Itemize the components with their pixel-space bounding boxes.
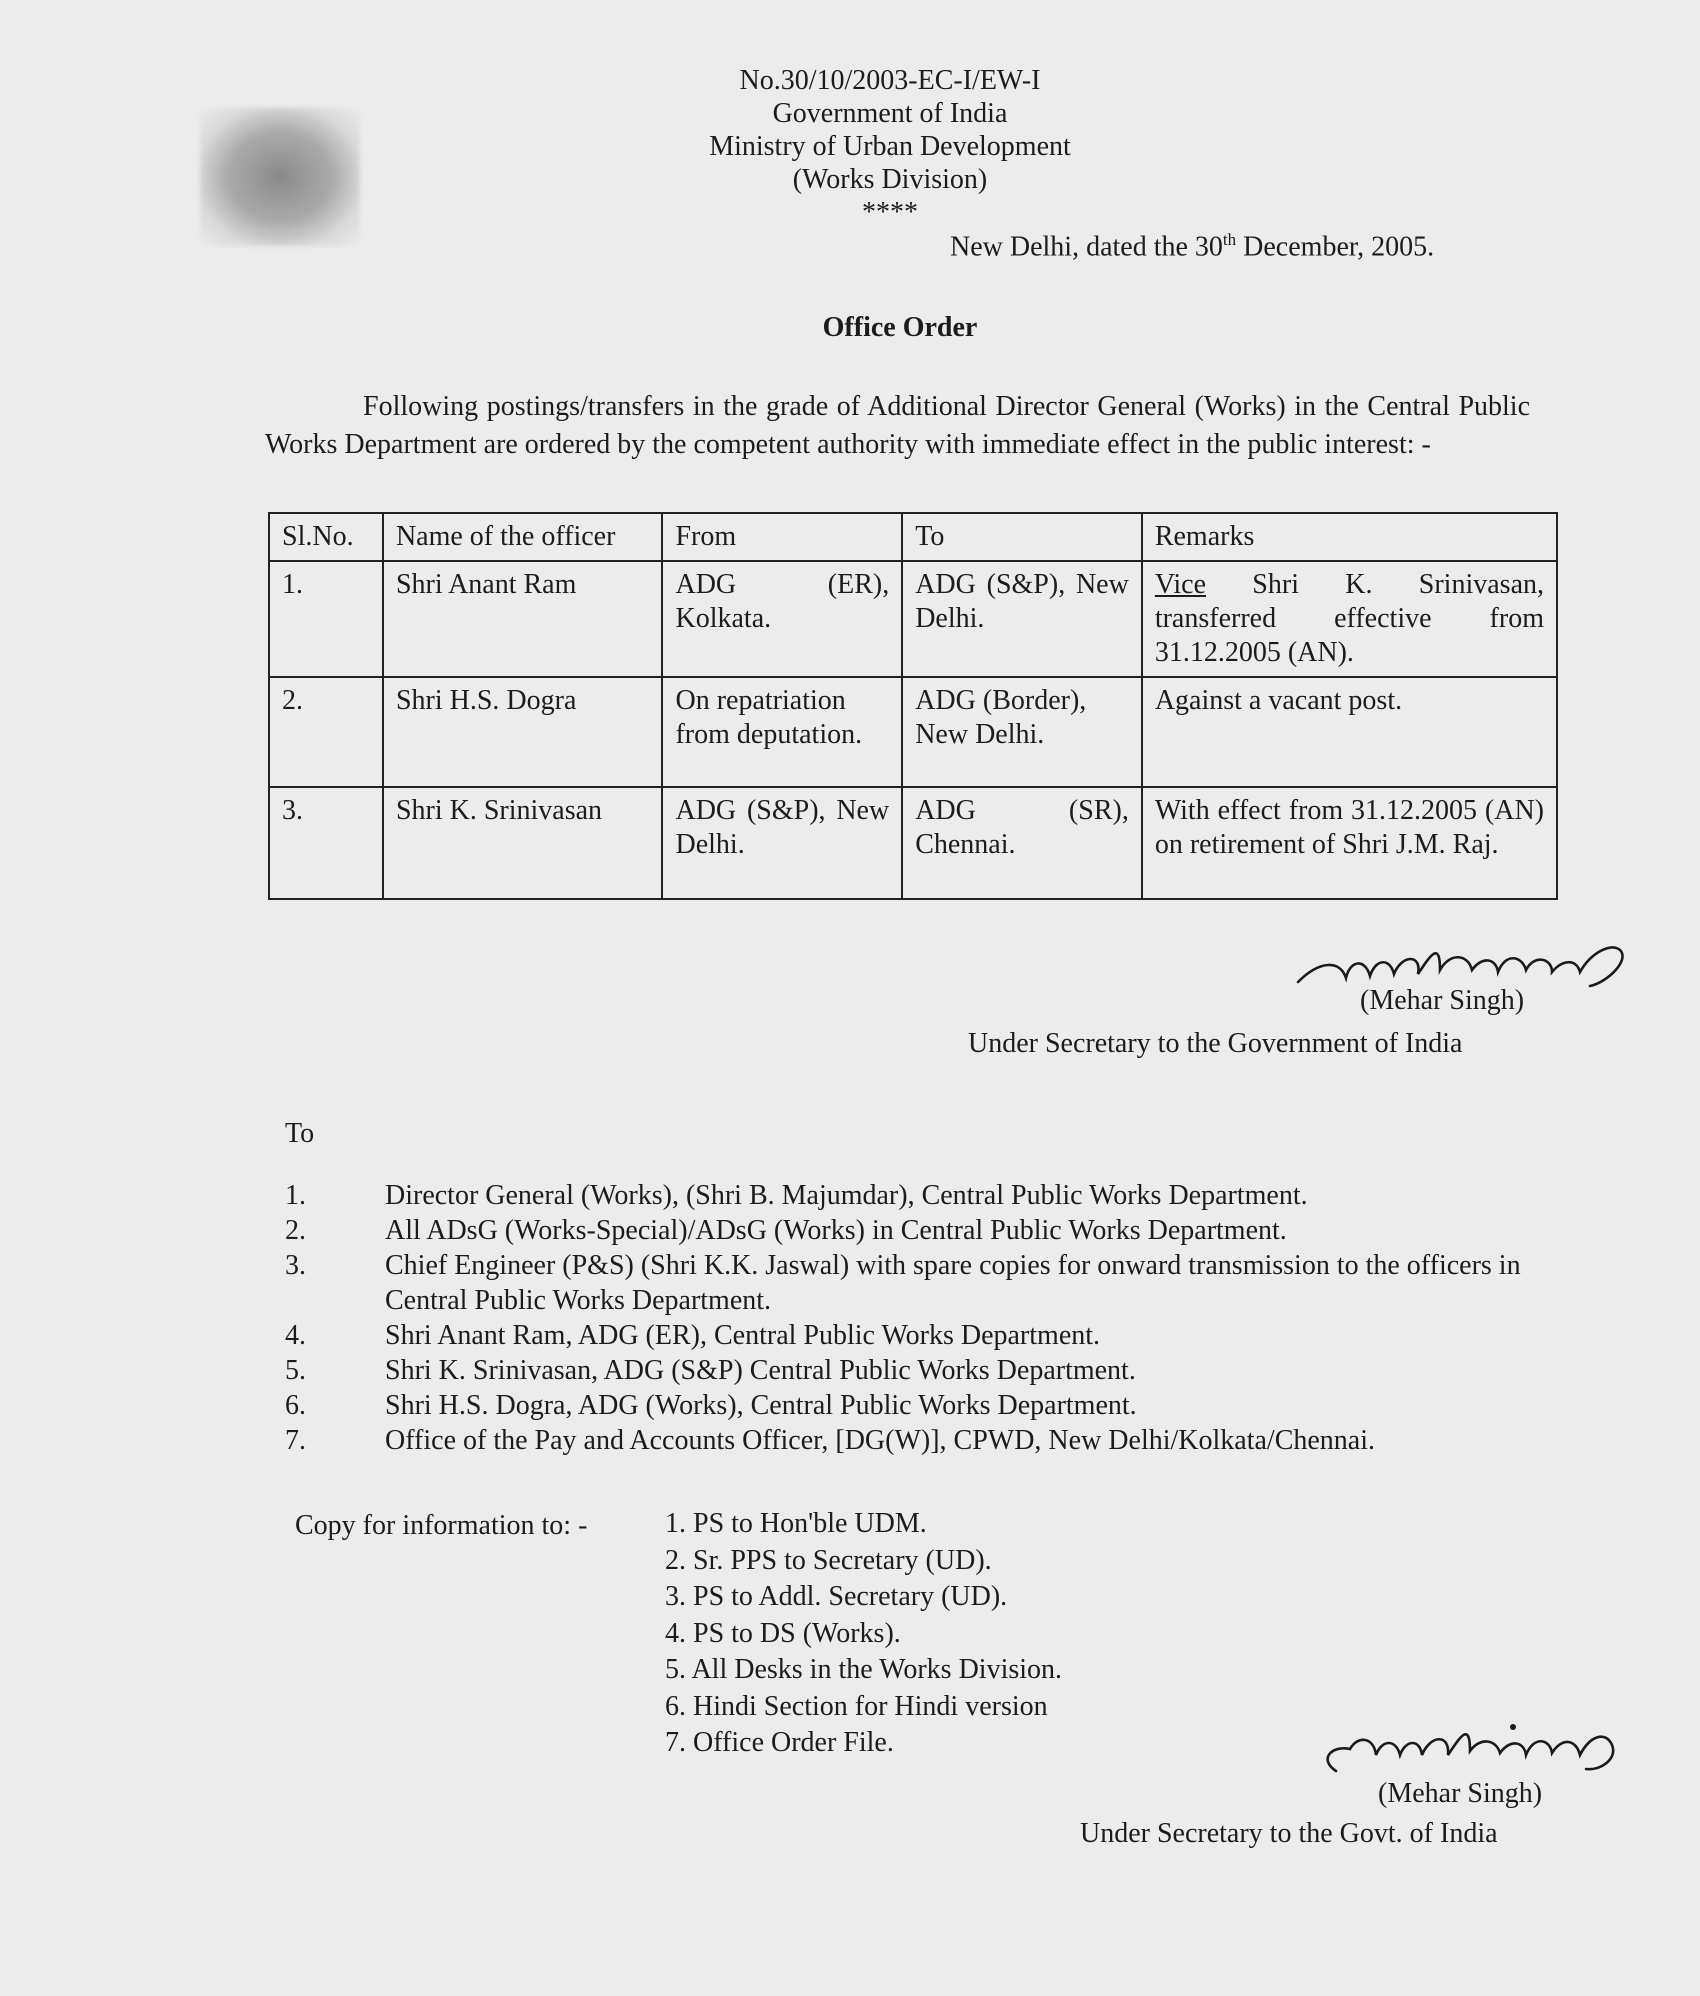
- intro-paragraph: Following postings/transfers in the grade of Additional Director General (Works) in the Central Public Works Department are ordered by the competent authority with immediate effect in the public interest: -: [265, 391, 1530, 460]
- list-item: 1. PS to Hon'ble UDM.: [665, 1508, 927, 1539]
- header-cell: To: [902, 513, 1142, 561]
- signatory-designation: Under Secretary to the Govt. of India: [1080, 1818, 1498, 1849]
- from-cell: On repatriation from deputation.: [662, 677, 902, 787]
- list-item: 7. Office of the Pay and Accounts Officer, [DG(W)], CPWD, New Delhi/Kolkata/Chennai.: [285, 1425, 1376, 1456]
- signatory-name: (Mehar Singh): [1360, 985, 1525, 1016]
- header-cell: Sl.No.: [269, 513, 383, 561]
- document-title: Office Order: [822, 312, 978, 343]
- list-item: 5. All Desks in the Works Division.: [665, 1654, 1063, 1685]
- government-line: Government of India: [772, 98, 1008, 129]
- name-cell: Shri Anant Ram: [383, 561, 663, 677]
- list-item: 2. All ADsG (Works-Special)/ADsG (Works) in Central Public Works Department.: [285, 1215, 1287, 1246]
- signatory-name: (Mehar Singh): [1378, 1778, 1543, 1809]
- remarks-cell: With effect from 31.12.2005 (AN) on retirement of Shri J.M. Raj.: [1142, 787, 1557, 899]
- list-item: 4. Shri Anant Ram, ADG (ER), Central Public Works Department.: [285, 1320, 1101, 1351]
- list-item: 3. Chief Engineer (P&S) (Shri K.K. Jaswal) with spare copies for onward transmission to the officers in Central Public Works Department.: [285, 1250, 1521, 1316]
- from-cell: ADG (S&P), New Delhi.: [662, 787, 902, 899]
- list-item: 3. PS to Addl. Secretary (UD).: [665, 1581, 1008, 1612]
- remarks-cell: Vice Shri K. Srinivasan, transferred effective from 31.12.2005 (AN).: [1142, 561, 1557, 677]
- stamp-smudge: [200, 108, 360, 246]
- remarks-cell: Against a vacant post.: [1142, 677, 1557, 787]
- letter-header: [600, 64, 1180, 229]
- list-item: 7. Office Order File.: [665, 1727, 894, 1758]
- division-line: (Works Division): [792, 164, 988, 195]
- sl-cell: 3.: [269, 787, 383, 899]
- issue-date: New Delhi, dated the 30th December, 2005.: [950, 230, 1435, 263]
- ministry-line: Ministry of Urban Development: [709, 131, 1071, 162]
- table-row: [269, 677, 1557, 787]
- list-item: 4. PS to DS (Works).: [665, 1617, 901, 1649]
- from-cell: ADG (ER), Kolkata.: [662, 561, 902, 677]
- file-number: No.30/10/2003-EC-I/EW-I: [739, 65, 1041, 96]
- to-label: To: [285, 1118, 315, 1149]
- to-cell: ADG (S&P), New Delhi.: [902, 561, 1142, 677]
- name-cell: Shri K. Srinivasan: [383, 787, 663, 899]
- signatory-designation: Under Secretary to the Government of India: [968, 1028, 1463, 1059]
- to-cell: ADG (Border), New Delhi.: [902, 677, 1142, 787]
- header-cell: Remarks: [1142, 513, 1557, 561]
- table-row: [269, 787, 1557, 899]
- sl-cell: 1.: [269, 561, 383, 677]
- name-cell: Shri H.S. Dogra: [383, 677, 663, 787]
- distribution-list: [285, 1178, 1555, 1458]
- stars-divider: ****: [862, 197, 918, 228]
- signature-mark: [1310, 1715, 1650, 1785]
- list-item: 5. Shri K. Srinivasan, ADG (S&P) Central Public Works Department.: [285, 1355, 1136, 1386]
- postings-table: [268, 512, 1558, 900]
- header-cell: Name of the officer: [383, 513, 663, 561]
- list-item: 2. Sr. PPS to Secretary (UD).: [665, 1544, 992, 1576]
- table-header-row: [269, 513, 1557, 561]
- table-row: [269, 561, 1557, 677]
- copy-label: Copy for information to: -: [295, 1510, 588, 1541]
- list-item: 6. Shri H.S. Dogra, ADG (Works), Central Public Works Department.: [285, 1390, 1137, 1421]
- header-cell: From: [662, 513, 902, 561]
- sl-cell: 2.: [269, 677, 383, 787]
- list-item: 6. Hindi Section for Hindi version: [665, 1690, 1048, 1722]
- list-item: 1. Director General (Works), (Shri B. Majumdar), Central Public Works Department.: [285, 1180, 1308, 1211]
- copy-list: [665, 1506, 1062, 1762]
- to-cell: ADG (SR), Chennai.: [902, 787, 1142, 899]
